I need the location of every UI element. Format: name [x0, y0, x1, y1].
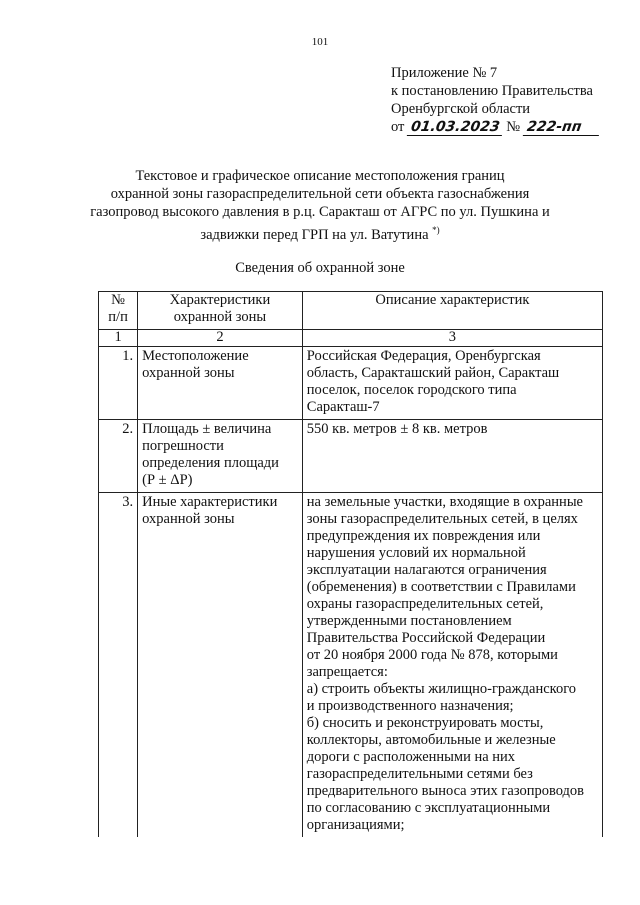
title-line-4 — [60, 221, 580, 244]
characteristic-line: определения площади — [142, 455, 279, 471]
footnote-marker: *) — [432, 225, 440, 235]
column-number-3: 3 — [302, 330, 602, 347]
title-line-3: газопровод высокого давления в р.ц. Саракташ от АГРС по ул. Пушкина и — [90, 204, 550, 220]
description-line: эксплуатации налагаются ограничения — [306, 562, 547, 578]
column-numbers-row — [99, 330, 603, 347]
appendix-block — [391, 64, 600, 136]
characteristic-line: Площадь ± величина — [142, 421, 272, 437]
description-line: Правительства Российской Федерации — [306, 630, 546, 646]
description-line: запрещается: — [306, 664, 388, 680]
description-line: газораспределительными сетями без — [306, 766, 533, 782]
row-description — [302, 493, 602, 838]
row-characteristic — [138, 347, 303, 420]
header-description-cell: Описание характеристик — [302, 292, 602, 330]
description-line: а) строить объекты жилищно-гражданского — [306, 681, 577, 697]
section-subtitle: Сведения об охранной зоне — [235, 260, 405, 276]
zone-info-table — [98, 291, 603, 837]
header-number-line-1: № — [111, 292, 125, 308]
characteristic-line: (Р ± ΔР) — [142, 472, 193, 488]
row-number: 2. — [99, 420, 138, 493]
title-line-2: охранной зоны газораспределительной сети объекта газоснабжения — [110, 186, 530, 202]
description-line: от 20 ноября 2000 года № 878, которыми — [306, 647, 558, 663]
header-characteristics-line-2: охранной зоны — [173, 309, 267, 325]
description-line: коллекторы, автомобильные и железные — [306, 732, 556, 748]
description-line: нарушения условий их нормальной — [306, 545, 526, 561]
header-characteristics-cell — [138, 292, 303, 330]
description-line: Российская Федерация, Оренбургская — [306, 348, 541, 364]
description-line: дороги с расположенными на них — [306, 749, 516, 765]
description-line: поселок, поселок городского типа — [306, 382, 517, 398]
table-row — [99, 347, 603, 420]
description-line: область, Саракташский район, Саракташ — [306, 365, 560, 381]
characteristic-line: Местоположение — [142, 348, 249, 364]
description-line: охраны газораспределительных сетей, — [306, 596, 544, 612]
characteristic-line: охранной зоны — [142, 511, 235, 527]
description-line: предупреждения их повреждения или — [306, 528, 541, 544]
page-number: 101 — [311, 36, 329, 48]
description-line: Саракташ-7 — [306, 399, 380, 415]
handwritten-number: 222-пп — [523, 119, 601, 136]
appendix-line-resolution: к постановлению Правительства — [391, 83, 593, 99]
description-line: на земельные участки, входящие в охранные — [306, 494, 583, 510]
description-line: 550 кв. метров ± 8 кв. метров — [306, 421, 488, 437]
row-characteristic — [138, 420, 303, 493]
description-line: утвержденными постановлением — [306, 613, 512, 629]
characteristic-line: погрешности — [142, 438, 224, 454]
document-title — [60, 167, 580, 244]
row-number: 3. — [99, 493, 138, 838]
title-line-4-text: задвижки перед ГРП на ул. Ватутина — [200, 226, 429, 243]
description-line: по согласованию с эксплуатационными — [306, 800, 551, 816]
description-line: зоны газораспределительных сетей, в целях — [306, 511, 578, 527]
row-description — [302, 347, 602, 420]
table-row — [99, 420, 603, 493]
table-header-row — [99, 292, 603, 330]
header-characteristics-line-1: Характеристики — [169, 292, 271, 308]
handwritten-date: 01.03.2023 — [407, 119, 504, 136]
description-line: б) сносить и реконструировать мосты, — [306, 715, 544, 731]
row-characteristic — [138, 493, 303, 838]
header-number-cell — [99, 292, 138, 330]
description-line: организациями; — [306, 817, 405, 833]
row-description — [302, 420, 602, 493]
description-line: (обременения) в соответствии с Правилами — [306, 579, 576, 595]
description-line: и производственного назначения; — [306, 698, 514, 714]
table-row — [99, 493, 603, 838]
characteristic-line: охранной зоны — [142, 365, 235, 381]
description-line: предварительного выноса этих газопроводов — [306, 783, 585, 799]
number-label: № — [506, 119, 521, 135]
appendix-date-number-line — [391, 118, 600, 136]
from-label: от — [391, 119, 405, 135]
column-number-1: 1 — [99, 330, 138, 347]
title-line-1: Текстовое и графическое описание местоположения границ — [135, 168, 505, 184]
column-number-2: 2 — [138, 330, 303, 347]
appendix-line-region: Оренбургской области — [391, 101, 531, 117]
characteristic-line: Иные характеристики — [142, 494, 278, 510]
header-number-line-2: п/п — [108, 309, 128, 325]
row-number: 1. — [99, 347, 138, 420]
appendix-title: Приложение № 7 — [391, 65, 498, 81]
